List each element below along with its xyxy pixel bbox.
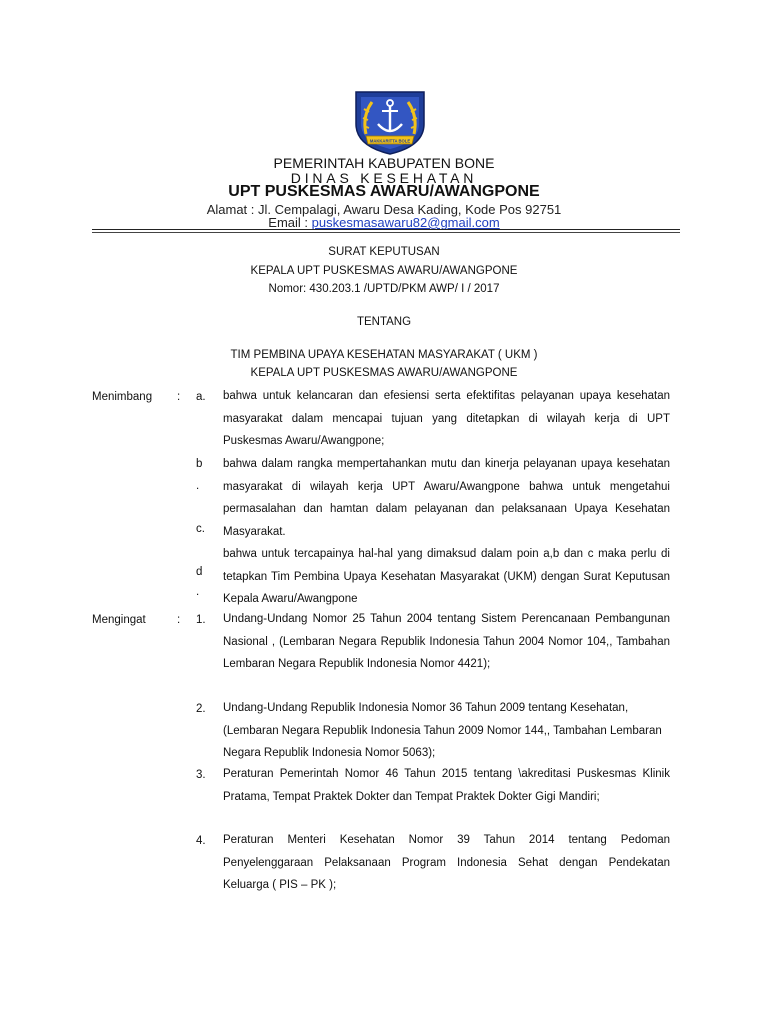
header-rule [92,229,680,230]
section-label-menimbang: Menimbang [92,391,153,403]
section-colon: : [177,614,181,626]
item-marker: c. [196,523,205,535]
mengingat-item: Undang-Undang Republik Indonesia Nomor 36 Tahun 2009 tentang Kesehatan, (Lembaran Negara Republik Indonesia Tahun 2009 Nomor 144,, Tambahan Lembaran Negara Republik Indonesia Nomor 5063); [223,702,662,759]
header-address: Alamat : Jl. Cempalagi, Awaru Desa Kading, Kode Pos 92751 [206,202,562,217]
item-marker: . [196,586,200,598]
header-organization: UPT PUSKESMAS AWARU/AWANGPONE [228,183,540,200]
doc-title: SURAT KEPUTUSAN [328,246,440,258]
menimbang-paragraph-b: bahwa dalam rangka mempertahankan mutu dan kinerja pelayanan upaya kesehatan masyarakat di wilayah kerja UPT Awaru/Awangpone bahwa untuk mengetahui permasalahan dan hamtan dalam pelayanan dan pelaksanaan Upaya Kesehatan Masyarakat. [223,458,670,538]
section-colon: : [177,391,181,403]
email-link[interactable]: puskesmasawaru82@gmail.com [311,215,500,230]
item-marker: a. [196,391,206,403]
menimbang-paragraph-c: bahwa untuk tercapainya hal-hal yang dimaksud dalam poin a,b dan c maka perlu di tetapkan Tim Pembina Upaya Kesehatan Masyarakat (UKM) dengan Surat Keputusan Kepala Awaru/Awangpone [223,548,670,605]
mengingat-item: Peraturan Pemerintah Nomor 46 Tahun 2015 tentang \akreditasi Puskesmas Klinik Pratama, Tempat Praktek Dokter dan Tempat Praktek Dokter Gigi Mandiri; [223,768,670,803]
email-label: Email : [268,215,312,230]
kabupaten-bone-logo [352,88,428,156]
svg-text:MAKKARITTA BOLE: MAKKARITTA BOLE [369,138,411,144]
mengingat-item: Undang-Undang Nomor 25 Tahun 2004 tentang Sistem Perencanaan Pembangunan Nasional , (Lembaran Negara Republik Indonesia Tahun 2004 Nomor 104,, Tambahan Lembaran Negara Republik Indonesia Nomor 4421); [223,613,670,670]
doc-about-label: TENTANG [356,316,412,328]
doc-subject: TIM PEMBINA UPAYA KESEHATAN MASYARAKAT ( UKM ) [230,349,538,361]
mengingat-item: Peraturan Menteri Kesehatan Nomor 39 Tahun 2014 tentang Pedoman Penyelenggaraan Pelaksanaan Program Indonesia Sehat dengan Pendekatan Keluarga ( PIS – PK ); [223,834,670,891]
header-email-line [0,215,768,230]
item-number: 3. [196,769,206,781]
header-rule-thin [92,232,680,233]
header-government: PEMERINTAH KABUPATEN BONE [273,155,495,171]
section-label-mengingat: Mengingat [92,614,146,626]
item-marker: b [196,458,203,470]
item-number: 4. [196,835,206,847]
item-number: 2. [196,703,206,715]
item-number: 1. [196,614,206,626]
header-department: DINAS KESEHATAN [290,170,478,186]
doc-issuer: KEPALA UPT PUSKESMAS AWARU/AWANGPONE [250,265,518,277]
item-marker: d [196,566,203,578]
item-marker: . [196,480,200,492]
menimbang-paragraph-a: bahwa untuk kelancaran dan efesiensi serta efektifitas pelayanan upaya kesehatan masyarakat dalam mencapai tujuan yang ditetapkan di wilayah kerja di UPT Puskesmas Awaru/Awangpone; [223,390,670,447]
doc-number: Nomor: 430.203.1 /UPTD/PKM AWP/ I / 2017 [268,283,500,295]
doc-subject-issuer: KEPALA UPT PUSKESMAS AWARU/AWANGPONE [250,367,518,379]
